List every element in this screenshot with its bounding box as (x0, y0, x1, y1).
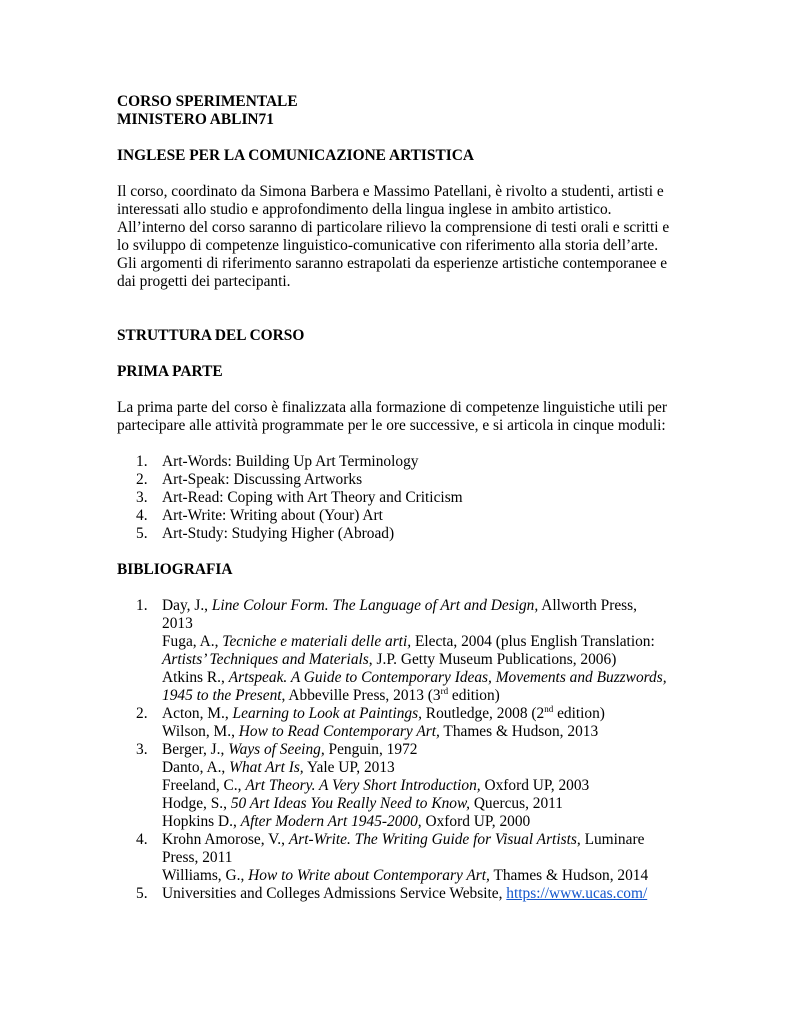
list-number: 4. (136, 507, 148, 524)
bib-entry (162, 759, 682, 777)
bib-entry-continuation (162, 687, 682, 705)
list-number: 2. (136, 471, 148, 488)
bibliography-item (117, 597, 682, 705)
bib-publisher: Oxford UP, 2000 (421, 813, 531, 830)
intro-line: Il corso, coordinato da Simona Barbera e Massimo Patellani, è rivolto a studenti, artisti e (117, 183, 664, 200)
bib-author: Day, J., (162, 597, 212, 614)
modules-list (117, 453, 682, 543)
list-number: 5. (136, 525, 148, 542)
bib-entry (162, 795, 682, 813)
bib-source: Universities and Colleges Admissions Service Website, (162, 885, 507, 902)
bib-author: Danto, A., (162, 759, 230, 776)
bib-title: How to Write about Contemporary Art, (248, 867, 490, 884)
bib-publisher: , Abbeville Press, 2013 (3 (281, 687, 441, 704)
ordinal-suffix: rd (440, 685, 449, 696)
bib-entry (162, 597, 682, 615)
bib-author: Fuga, A., (162, 633, 223, 650)
first-part-line: La prima parte del corso è finalizzata alla formazione di competenze linguistiche utili per (117, 399, 667, 416)
bibliography-item (117, 831, 682, 885)
intro-paragraph (117, 183, 682, 291)
first-part-line: partecipare alle attività programmate per le ore successive, e si articola in cinque moduli: (117, 417, 666, 434)
bib-title: How to Read Contemporary Art, (238, 723, 440, 740)
bib-publisher: Penguin, 1972 (324, 741, 418, 758)
bib-author: Berger, J., (162, 741, 229, 758)
bib-publisher: Quercus, 2011 (469, 795, 564, 812)
bib-entry (162, 633, 682, 651)
bib-author: Wilson, M., (162, 723, 239, 740)
bibliography-item (117, 741, 682, 831)
bib-entry (162, 885, 682, 903)
intro-line: Gli argomenti di riferimento saranno estrapolati da esperienze artistiche contemporanee e (117, 255, 668, 272)
bib-title: Ways of Seeing, (228, 741, 325, 758)
ministry-code-heading: MINISTERO ABLIN71 (117, 111, 274, 128)
bib-title: After Modern Art 1945-2000, (240, 813, 422, 830)
bib-entry (162, 777, 682, 795)
bib-author: Hodge, S., (162, 795, 231, 812)
course-title: INGLESE PER LA COMUNICAZIONE ARTISTICA (117, 147, 474, 164)
bibliography-item (117, 705, 682, 741)
module-label: Art-Speak: Discussing Artworks (162, 471, 363, 488)
list-number: 4. (136, 831, 148, 848)
bib-author: Acton, M., (162, 705, 233, 722)
bib-entry (162, 831, 682, 849)
list-number: 1. (136, 453, 148, 470)
bib-title: Line Colour Form. The Language of Art and Design, (211, 597, 539, 614)
intro-line: lo sviluppo di competenze linguistico-comunicative con riferimento alla storia dell’arte. (117, 237, 659, 254)
bib-entry (162, 723, 682, 741)
bib-publisher: , Luminare (576, 831, 645, 848)
bibliography-heading: BIBLIOGRAFIA (117, 561, 233, 578)
bib-entry-continuation: 2013 (162, 615, 193, 632)
bib-publisher: Thames & Hudson, 2013 (439, 723, 599, 740)
bib-entry (162, 813, 682, 831)
bib-publisher: Thames & Hudson, 2014 (489, 867, 649, 884)
bibliography-list (117, 597, 682, 903)
module-label: Art-Words: Building Up Art Terminology (162, 453, 419, 470)
bib-publisher: Yale UP, 2013 (303, 759, 395, 776)
list-item (117, 453, 682, 471)
bib-title: Art Theory. A Very Short Introduction, (245, 777, 481, 794)
bib-publisher: Allworth Press, (538, 597, 637, 614)
bib-entry-continuation (162, 651, 682, 669)
bib-publisher: Oxford UP, 2003 (480, 777, 590, 794)
ordinal-suffix: nd (544, 703, 554, 714)
bibliography-item (117, 885, 682, 903)
bib-publisher: Routledge, 2008 (2 (421, 705, 545, 722)
intro-line: interessati allo studio e approfondimento della lingua inglese in ambito artistico. (117, 201, 612, 218)
bib-edition: edition) (553, 705, 605, 722)
bib-author: Hopkins D., (162, 813, 241, 830)
list-number: 1. (136, 597, 148, 614)
module-label: Art-Study: Studying Higher (Abroad) (162, 525, 395, 542)
bib-title: Tecniche e materiali delle arti, (222, 633, 412, 650)
bib-entry (162, 867, 682, 885)
structure-heading: STRUTTURA DEL CORSO (117, 327, 305, 344)
first-part-heading: PRIMA PARTE (117, 363, 223, 380)
list-item (117, 471, 682, 489)
bib-author: Williams, G., (162, 867, 249, 884)
bib-entry (162, 669, 682, 687)
bib-title: Artspeak. A Guide to Contemporary Ideas, Movements and Buzzwords, (228, 669, 667, 686)
bib-title: Learning to Look at Paintings, (232, 705, 422, 722)
list-item (117, 507, 682, 525)
bib-title: Art-Write. The Writing Guide for Visual Artists (288, 831, 577, 848)
bib-author: Krohn Amorose, V., (162, 831, 289, 848)
module-label: Art-Read: Coping with Art Theory and Criticism (162, 489, 463, 506)
bib-author: Freeland, C., (162, 777, 246, 794)
bib-publisher: , J.P. Getty Museum Publications, 2006) (368, 651, 617, 668)
module-label: Art-Write: Writing about (Your) Art (162, 507, 383, 524)
bib-publisher: Electa, 2004 (plus English Translation: (411, 633, 655, 650)
bib-entry-continuation: Press, 2011 (162, 849, 233, 866)
bib-edition: edition) (448, 687, 500, 704)
list-item (117, 489, 682, 507)
list-number: 3. (136, 489, 148, 506)
list-number: 3. (136, 741, 148, 758)
bib-title: 1945 to the Present (162, 687, 282, 704)
intro-line: dai progetti dei partecipanti. (117, 273, 291, 290)
course-type-heading: CORSO SPERIMENTALE (117, 93, 298, 110)
intro-line: All’interno del corso saranno di particolare rilievo la comprensione di testi orali e scritti e (117, 219, 670, 236)
bib-entry (162, 705, 682, 723)
ucas-website-link[interactable]: https://www.ucas.com/ (506, 885, 648, 902)
document-page (117, 93, 682, 903)
list-number: 5. (136, 885, 148, 902)
bib-title: What Art Is, (229, 759, 304, 776)
bib-title: 50 Art Ideas You Really Need to Know, (230, 795, 470, 812)
list-number: 2. (136, 705, 148, 722)
first-part-paragraph (117, 399, 682, 435)
list-item (117, 525, 682, 543)
bib-author: Atkins R., (162, 669, 229, 686)
bib-title: Artists’ Techniques and Materials (162, 651, 369, 668)
bib-entry (162, 741, 682, 759)
